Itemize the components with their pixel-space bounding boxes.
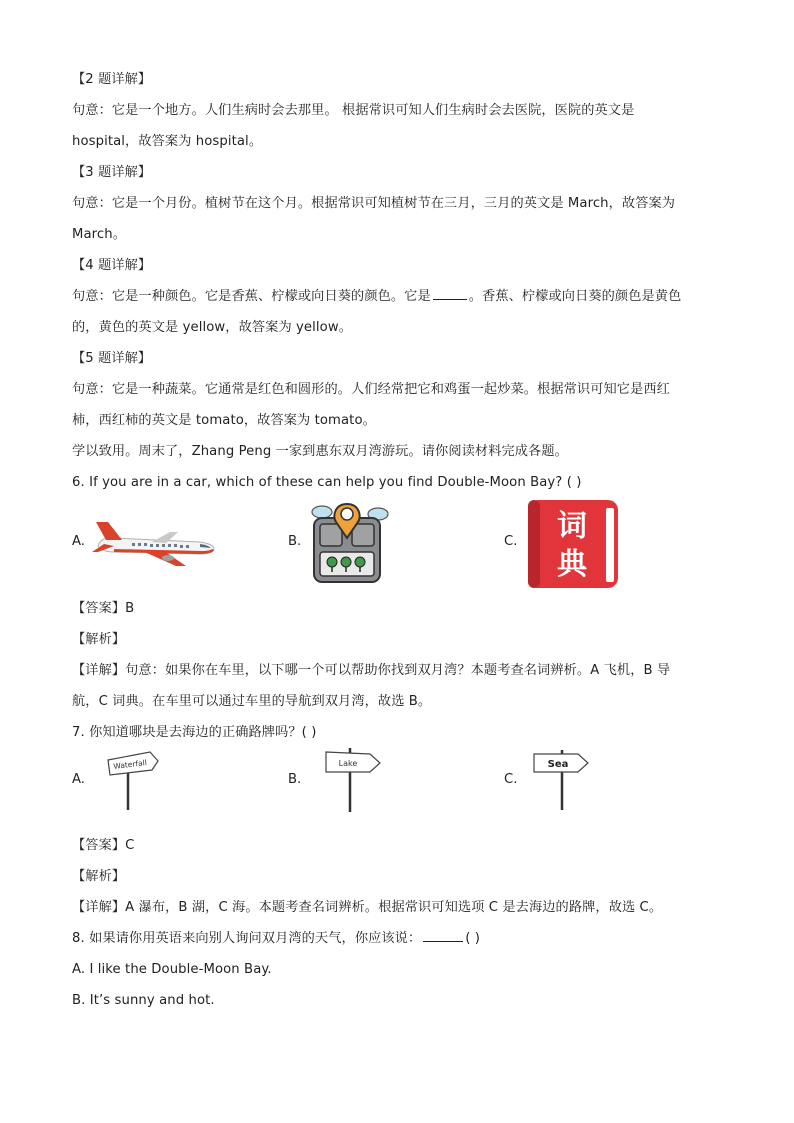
q6-options bbox=[72, 498, 722, 593]
q6-question: 6. If you are in a car, which of these can help you find Double-Moon Bay? ( ) bbox=[72, 475, 582, 490]
q7-option-b[interactable] bbox=[288, 748, 488, 830]
sign-label: Waterfall bbox=[112, 757, 148, 772]
dictionary-icon bbox=[526, 498, 620, 592]
q3-explanation-line1: 句意：它是一个月份。植树节在这个月。根据常识可知植树节在三月，三月的英文是 March，故答案为 bbox=[72, 196, 676, 211]
reading-intro: 学以致用。周末了，Zhang Peng 一家到惠东双月湾游玩。请你阅读材料完成各题。 bbox=[72, 444, 568, 459]
q4-explanation-line2: 的，黄色的英文是 yellow，故答案为 yellow。 bbox=[72, 320, 353, 335]
q8-question-paren: ( ) bbox=[465, 931, 481, 946]
q6-detail-line2: 航，C 词典。在车里可以通过车里的导航到双月湾，故选 B。 bbox=[72, 694, 432, 709]
q6-analysis-header: 【解析】 bbox=[72, 632, 126, 647]
q4-explanation-line1 bbox=[72, 281, 722, 312]
option-label: A. bbox=[72, 772, 85, 787]
q7-answer: 【答案】C bbox=[72, 838, 135, 853]
lake-sign-icon bbox=[322, 742, 384, 814]
q6-option-b[interactable] bbox=[288, 498, 488, 593]
q7-options bbox=[72, 748, 722, 830]
q8-option-a[interactable]: A. I like the Double-Moon Bay. bbox=[72, 962, 272, 977]
q4-text-a: 句意：它是一种颜色。它是香蕉、柠檬或向日葵的颜色。它是 bbox=[72, 289, 431, 304]
q2-header: 【2 题详解】 bbox=[72, 72, 152, 87]
q6-option-a[interactable] bbox=[72, 498, 272, 593]
q8-question bbox=[72, 923, 722, 954]
sign-label: Sea bbox=[547, 759, 569, 770]
option-label: B. bbox=[288, 534, 302, 549]
airplane-icon bbox=[92, 518, 217, 568]
q5-header: 【5 题详解】 bbox=[72, 351, 152, 366]
q6-option-c[interactable] bbox=[504, 498, 704, 593]
option-label: C. bbox=[504, 534, 518, 549]
option-label: B. bbox=[288, 772, 302, 787]
q7-option-a[interactable] bbox=[72, 748, 272, 830]
q3-header: 【3 题详解】 bbox=[72, 165, 152, 180]
sea-sign-icon bbox=[532, 746, 594, 812]
dictionary-char-top: 词 bbox=[557, 509, 587, 544]
q3-explanation-line2: March。 bbox=[72, 227, 126, 242]
q2-explanation-line2: hospital，故答案为 hospital。 bbox=[72, 134, 263, 149]
q7-option-c[interactable] bbox=[504, 748, 704, 830]
q2-explanation-line1: 句意：它是一个地方。人们生病时会去那里。 根据常识可知人们生病时会去医院，医院的英文是 bbox=[72, 103, 635, 118]
sign-label: Lake bbox=[338, 759, 358, 768]
answer-blank bbox=[433, 287, 467, 300]
option-label: C. bbox=[504, 772, 518, 787]
q5-explanation-line2: 柿，西红柿的英文是 tomato，故答案为 tomato。 bbox=[72, 413, 376, 428]
q7-question: 7. 你知道哪块是去海边的正确路牌吗？( ) bbox=[72, 725, 317, 740]
q6-answer: 【答案】B bbox=[72, 601, 135, 616]
q4-header: 【4 题详解】 bbox=[72, 258, 152, 273]
dictionary-char-bottom: 典 bbox=[557, 547, 587, 582]
answer-blank bbox=[423, 929, 463, 942]
q4-text-b: 。香蕉、柠檬或向日葵的颜色是黄色 bbox=[468, 289, 682, 304]
q8-question-text: 8. 如果请你用英语来向别人询问双月湾的天气，你应该说： bbox=[72, 931, 422, 946]
option-label: A. bbox=[72, 534, 85, 549]
q6-detail-line1: 【详解】句意：如果你在车里，以下哪一个可以帮助你找到双月湾？本题考查名词辨析。A 飞机，B 导 bbox=[72, 663, 671, 678]
q7-detail: 【详解】A 瀑布，B 湖，C 海。本题考查名词辨析。根据常识可知选项 C 是去海边的路牌，故选 C。 bbox=[72, 900, 663, 915]
map-navigation-icon bbox=[308, 500, 392, 584]
q8-option-b[interactable]: B. It’s sunny and hot. bbox=[72, 993, 215, 1008]
q5-explanation-line1: 句意：它是一种蔬菜。它通常是红色和圆形的。人们经常把它和鸡蛋一起炒菜。根据常识可知它是西红 bbox=[72, 382, 670, 397]
document-page bbox=[72, 64, 722, 1016]
q7-analysis-header: 【解析】 bbox=[72, 869, 126, 884]
waterfall-sign-icon bbox=[104, 748, 164, 812]
